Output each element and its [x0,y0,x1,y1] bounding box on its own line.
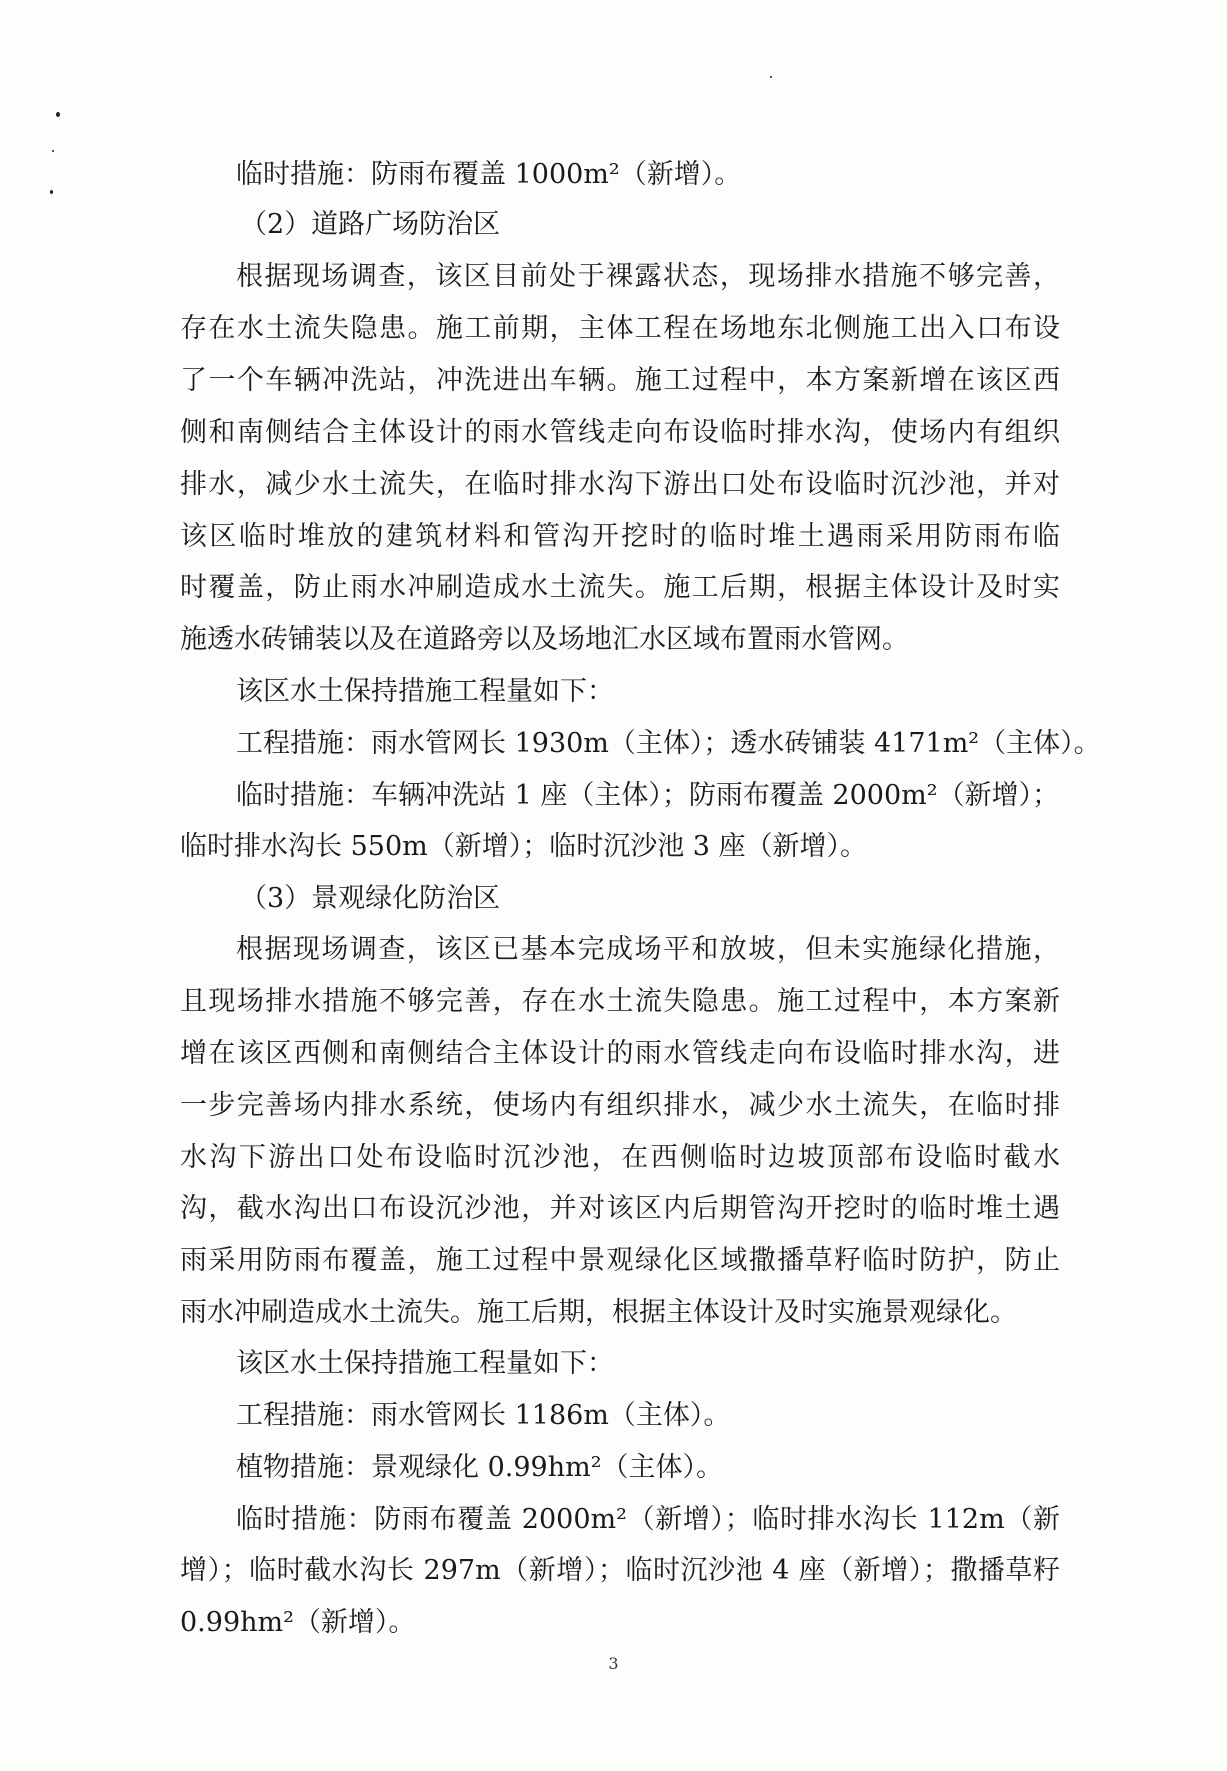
section-heading: （3）景观绿化防治区 [240,883,501,914]
text-line: 雨水冲刷造成水土流失。施工后期，根据主体设计及时实施景观绿化。 [180,1297,1017,1328]
text-line: 该区水土保持措施工程量如下： [236,676,614,707]
text-line: 临时措施：防雨布覆盖 1000m²（新增）。 [236,159,742,190]
text-line: 增在该区西侧和南侧结合主体设计的雨水管线走向布设临时排水沟，进 [180,1038,1060,1069]
text-line: 临时措施：防雨布覆盖 2000m²（新增）；临时排水沟长 112m（新 [236,1504,1060,1535]
text-line: 工程措施：雨水管网长 1186m（主体）。 [236,1400,731,1431]
text-line: 一步完善场内排水系统，使场内有组织排水，减少水土流失，在临时排 [180,1090,1060,1121]
scan-speck [56,112,60,117]
text-line: 侧和南侧结合主体设计的雨水管线走向布设临时排水沟，使场内有组织 [180,417,1060,448]
text-line: 植物措施：景观绿化 0.99hm²（主体）。 [236,1452,724,1483]
text-line: 存在水土流失隐患。施工前期，主体工程在场地东北侧施工出入口布设 [180,313,1060,344]
text-line: 水沟下游出口处布设临时沉沙池，在西侧临时边坡顶部布设临时截水 [180,1142,1060,1173]
text-line: 施透水砖铺装以及在道路旁以及场地汇水区域布置雨水管网。 [180,624,909,655]
text-line: 临时措施：车辆冲洗站 1 座（主体）；防雨布覆盖 2000m²（新增）； [236,780,1060,811]
scan-speck [50,190,53,194]
scan-speck [770,76,772,78]
text-line: 0.99hm²（新增）。 [180,1607,416,1638]
scan-speck [52,150,54,152]
text-line: 根据现场调查，该区已基本完成场平和放坡，但未实施绿化措施， [236,934,1060,965]
text-line: 该区临时堆放的建筑材料和管沟开挖时的临时堆土遇雨采用防雨布临 [180,521,1060,552]
text-line: 工程措施：雨水管网长 1930m（主体）；透水砖铺装 4171m²（主体）。 [236,728,1101,759]
section-heading: （2）道路广场防治区 [240,209,501,240]
text-line: 增）；临时截水沟长 297m（新增）；临时沉沙池 4 座（新增）；撒播草籽 [180,1555,1060,1586]
page-number: 3 [608,1654,619,1673]
text-line: 时覆盖，防止雨水冲刷造成水土流失。施工后期，根据主体设计及时实 [180,572,1060,603]
text-line: 该区水土保持措施工程量如下： [236,1348,614,1379]
text-line: 雨采用防雨布覆盖，施工过程中景观绿化区域撒播草籽临时防护，防止 [180,1245,1060,1276]
text-line: 根据现场调查，该区目前处于裸露状态，现场排水措施不够完善， [236,261,1060,292]
text-line: 沟，截水沟出口布设沉沙池，并对该区内后期管沟开挖时的临时堆土遇 [180,1193,1060,1224]
text-line: 且现场排水措施不够完善，存在水土流失隐患。施工过程中，本方案新 [180,986,1060,1017]
text-line: 临时排水沟长 550m（新增）；临时沉沙池 3 座（新增）。 [180,831,868,862]
text-line: 了一个车辆冲洗站，冲洗进出车辆。施工过程中，本方案新增在该区西 [180,365,1060,396]
text-line: 排水，减少水土流失，在临时排水沟下游出口处布设临时沉沙池，并对 [180,469,1060,500]
